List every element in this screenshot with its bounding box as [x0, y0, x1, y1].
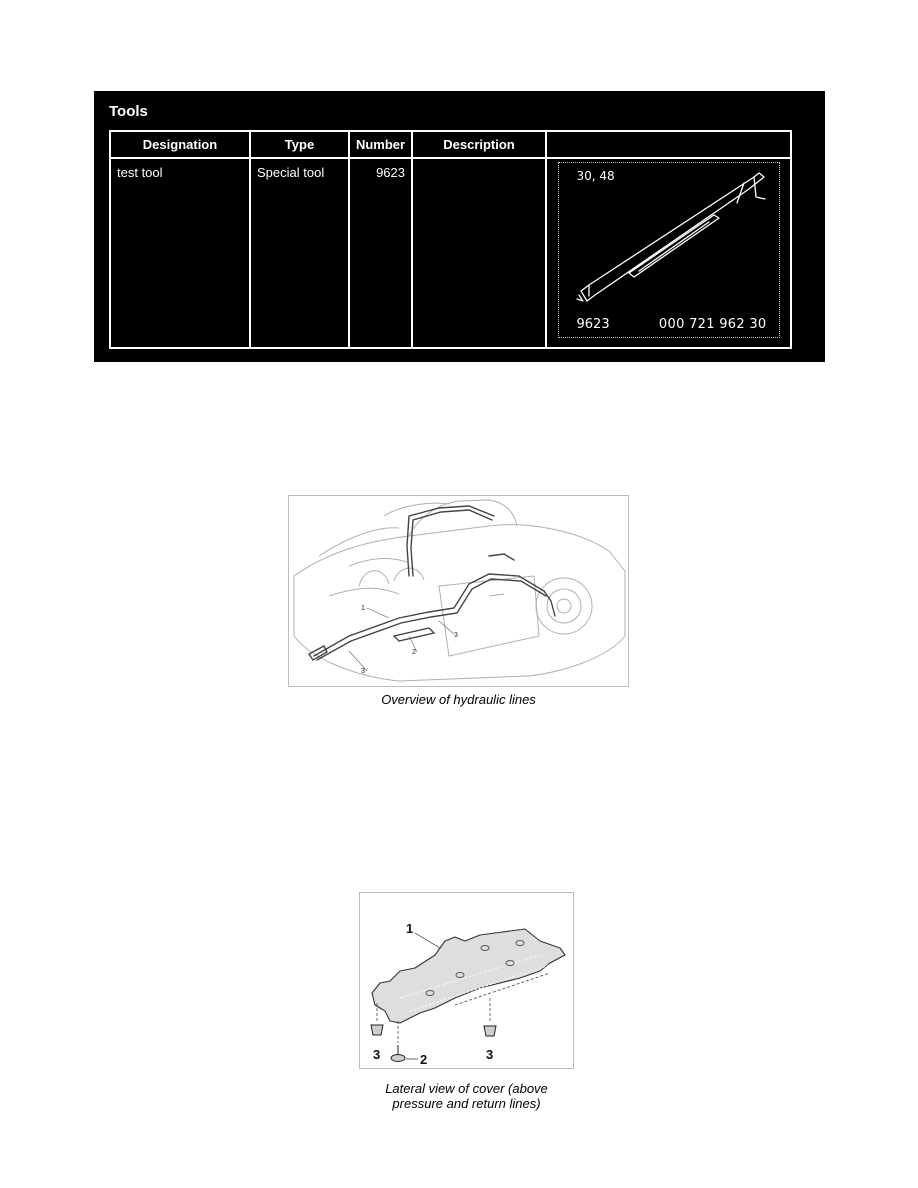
- column-header-number: Number: [349, 131, 412, 158]
- hydraulic-callout-3a: 3: [454, 632, 458, 639]
- tools-table: [109, 130, 792, 349]
- cell-number: 9623: [349, 158, 412, 348]
- hydraulic-callout-1: 1: [361, 605, 365, 612]
- column-header-description: Description: [412, 131, 546, 158]
- cell-designation: test tool: [110, 158, 250, 348]
- column-header-designation: Designation: [110, 131, 250, 158]
- table-row: [110, 158, 791, 348]
- cover-callout-1: 1: [406, 921, 414, 936]
- column-header-type: Type: [250, 131, 349, 158]
- cell-description: [412, 158, 546, 348]
- hydraulic-callout-3b: 3: [361, 668, 365, 675]
- hydraulic-lines-caption: Overview of hydraulic lines: [381, 692, 536, 707]
- tools-title: Tools: [109, 103, 148, 120]
- hydraulic-lines-drawing: [289, 496, 628, 686]
- cover-callout-3a: 3: [373, 1047, 381, 1062]
- tool-image-label-number: 9623: [576, 317, 610, 332]
- cover-caption-line1: Lateral view of cover (above: [385, 1081, 548, 1096]
- cover-drawing: [360, 893, 573, 1068]
- tool-image-label-top: 30, 48: [576, 169, 615, 183]
- cell-type: Special tool: [250, 158, 349, 348]
- tool-image-label-part: 000 721 962 30: [658, 317, 767, 332]
- cover-figure: [359, 892, 574, 1069]
- cover-caption-line2: pressure and return lines): [392, 1096, 541, 1111]
- cover-callout-2: 2: [420, 1052, 428, 1067]
- cell-image: [546, 158, 791, 348]
- cover-caption: [339, 1081, 594, 1111]
- hydraulic-callout-2: 2: [412, 649, 416, 656]
- column-header-image: [546, 131, 791, 158]
- tool-drawing: [559, 163, 781, 339]
- tool-image: [558, 162, 780, 338]
- hydraulic-lines-figure: [288, 495, 629, 687]
- tools-panel: [94, 91, 825, 362]
- cover-callout-3b: 3: [486, 1047, 494, 1062]
- tools-header-row: [110, 131, 791, 158]
